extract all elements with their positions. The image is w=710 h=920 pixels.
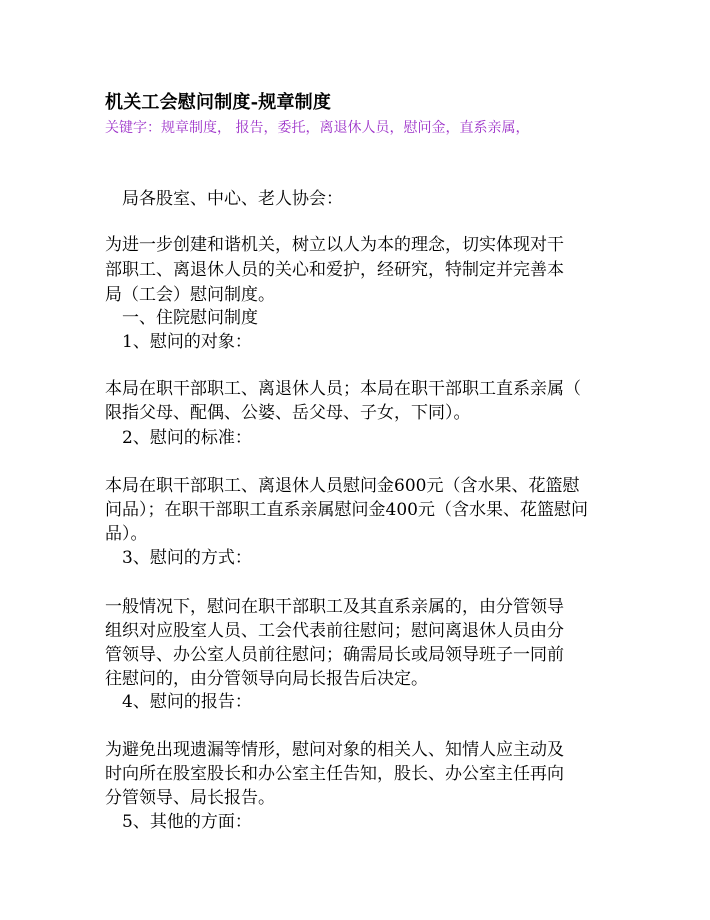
item2-body-line-3: 品）。	[105, 524, 148, 544]
item2-body-line-1: 本局在职干部职工、离退休人员慰问金600元（含水果、花篮慰	[105, 476, 580, 496]
addressee: 局各股室、中心、老人协会：	[122, 189, 343, 209]
item1-heading: 1、慰问的对象：	[122, 332, 252, 352]
item4-body-line-3: 分管领导、局长报告。	[105, 788, 275, 808]
item3-body-line-4: 往慰问的，由分管领导向局长报告后决定。	[105, 669, 428, 689]
intro-line-3: 局（工会）慰问制度。	[105, 285, 275, 305]
item2-body-line-2: 问品）；在职干部职工直系亲属慰问金400元（含水果、花篮慰问	[105, 500, 588, 520]
item3-body-line-1: 一般情况下，慰问在职干部职工及其直系亲属的，由分管领导	[105, 597, 564, 617]
keywords-label: 关键字：	[105, 120, 161, 136]
item4-heading: 4、慰问的报告：	[122, 692, 252, 712]
item3-body-line-3: 管领导、办公室人员前往慰问；确需局长或局领导班子一同前	[105, 645, 564, 665]
item5-heading: 5、其他的方面：	[122, 812, 252, 832]
item1-body-line-2: 限指父母、配偶、公婆、岳父母、子女，下同）。	[105, 403, 471, 423]
item4-body-line-2: 时向所在股室股长和办公室主任告知，股长、办公室主任再向	[105, 764, 564, 784]
item1-body-line-1: 本局在职干部职工、离退休人员；本局在职干部职工直系亲属（	[105, 379, 581, 399]
item3-body-line-2: 组织对应股室人员、工会代表前往慰问；慰问离退休人员由分	[105, 621, 564, 641]
section1-heading: 一、住院慰问制度	[122, 308, 258, 328]
item3-heading: 3、慰问的方式：	[122, 548, 252, 568]
keywords-line	[105, 117, 529, 137]
item4-body-line-1: 为避免出现遗漏等情形，慰问对象的相关人、知情人应主动及	[105, 740, 564, 760]
intro-line-1: 为进一步创建和谐机关，树立以人为本的理念，切实体现对干	[105, 235, 564, 255]
item2-heading: 2、慰问的标准：	[122, 428, 252, 448]
document-title: 机关工会慰问制度-规章制度	[105, 92, 332, 113]
keywords-text: 规章制度， 报告，委托，离退休人员，慰问金，直系亲属，	[161, 120, 530, 136]
intro-line-2: 部职工、离退休人员的关心和爱护，经研究，特制定并完善本	[105, 260, 564, 280]
